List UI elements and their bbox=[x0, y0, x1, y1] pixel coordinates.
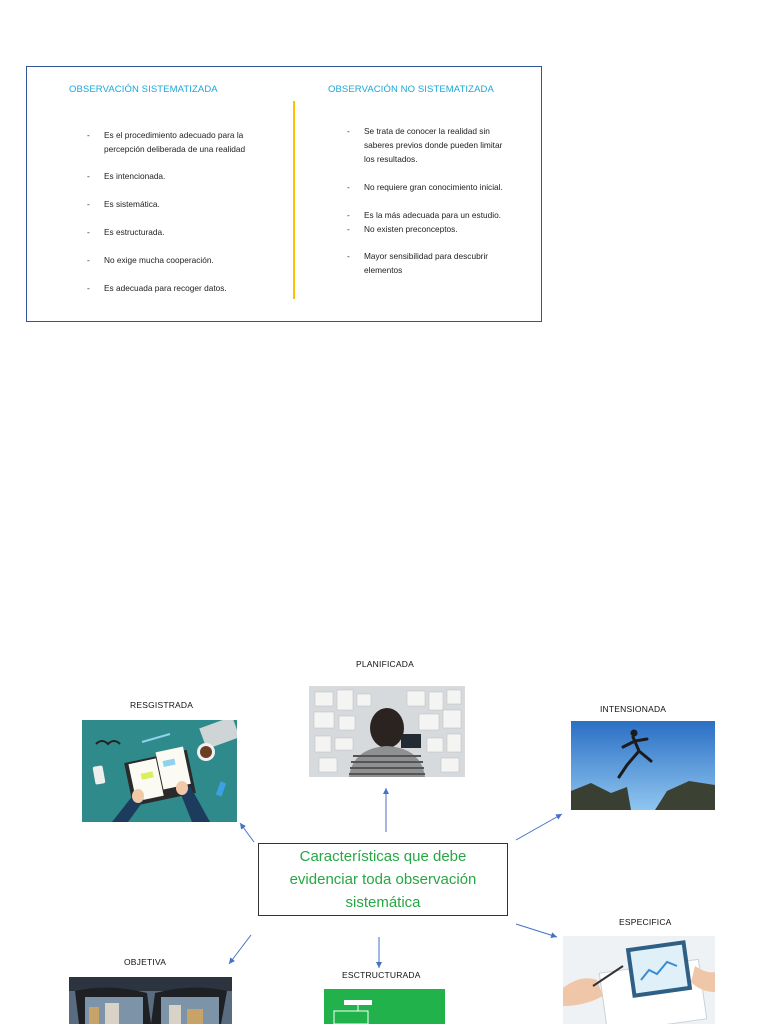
planificada-image bbox=[309, 686, 465, 777]
list-item: - No existen preconceptos. bbox=[347, 224, 458, 234]
list-item: - Es sistemática. bbox=[87, 199, 160, 209]
list-item: - No requiere gran conocimiento inicial. bbox=[347, 182, 503, 192]
objetiva-image bbox=[69, 977, 232, 1024]
list-item: - Mayor sensibilidad para descubrir elementos bbox=[347, 251, 489, 275]
list-item: - Es estructurada. bbox=[87, 227, 165, 237]
documents-review-photo bbox=[563, 936, 715, 1024]
label-estructurada: ESCTRUCTURADA bbox=[342, 970, 421, 980]
list-item: - Es intencionada. bbox=[87, 171, 166, 181]
jumping-person-photo bbox=[571, 721, 715, 810]
list-item: - Es la más adecuada para un estudio. bbox=[347, 210, 501, 220]
org-chart-illustration bbox=[324, 989, 445, 1024]
arrow-to-intencionada bbox=[516, 814, 562, 840]
arrow-to-especifica bbox=[516, 924, 557, 937]
especifica-image bbox=[563, 936, 715, 1024]
central-concept-text: Características que debe evidenciar toda observación sistemática bbox=[289, 848, 477, 911]
notebook-desk-illustration bbox=[82, 720, 237, 822]
list-item: - No exige mucha cooperación. bbox=[87, 255, 214, 265]
central-concept-box bbox=[258, 843, 508, 916]
intencionada-image bbox=[571, 721, 715, 810]
planning-wall-illustration bbox=[309, 686, 465, 777]
arrow-to-registrada bbox=[240, 823, 254, 842]
glasses-photo bbox=[69, 977, 232, 1024]
estructurada-image bbox=[324, 989, 445, 1024]
registrada-image bbox=[82, 720, 237, 822]
right-column-title: OBSERVACIÓN NO SISTEMATIZADA bbox=[328, 84, 494, 95]
label-especifica: ESPECIFICA bbox=[619, 917, 672, 927]
left-column-title: OBSERVACIÓN SISTEMATIZADA bbox=[69, 84, 218, 95]
list-item: - Se trata de conocer la realidad sin saberes previos donde pueden limitar los resultados. bbox=[347, 126, 503, 164]
list-item: - Es el procedimiento adecuado para la percepción deliberada de una realidad bbox=[87, 130, 246, 154]
arrow-to-objetiva bbox=[229, 935, 251, 964]
list-item: - Es adecuada para recoger datos. bbox=[87, 283, 227, 293]
label-objetiva: OBJETIVA bbox=[124, 957, 167, 967]
label-intencionada: INTENSIONADA bbox=[600, 704, 667, 714]
label-registrada: RESGISTRADA bbox=[130, 700, 194, 710]
label-planificada: PLANIFICADA bbox=[356, 659, 414, 669]
